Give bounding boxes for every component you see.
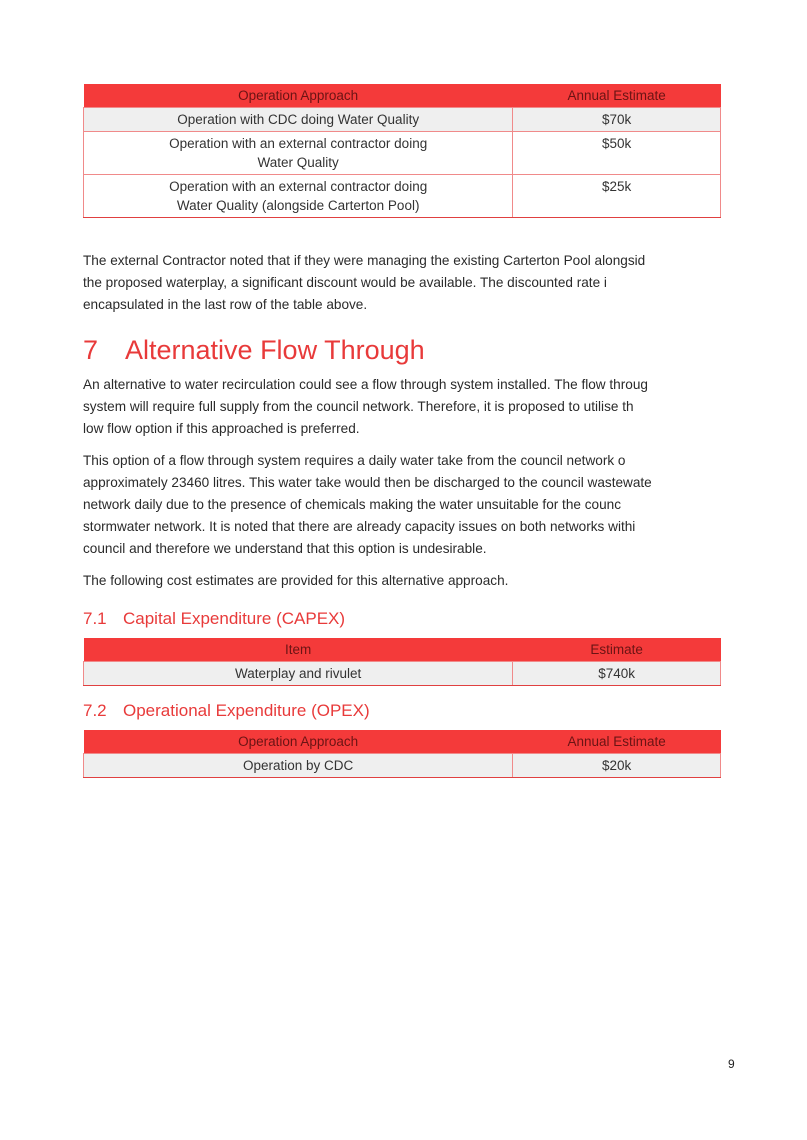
capex-table bbox=[83, 638, 721, 686]
text-line: approximately 23460 litres. This water take would then be discharged to the council wastewate bbox=[83, 475, 652, 490]
page-number: 9 bbox=[728, 1057, 735, 1071]
table-cell: $70k bbox=[513, 108, 721, 132]
cell-line: Operation with an external contractor doing bbox=[169, 179, 428, 194]
subsection-title: Operational Expenditure (OPEX) bbox=[123, 701, 370, 720]
text-line: The external Contractor noted that if they were managing the existing Carterton Pool alongsid bbox=[83, 253, 646, 268]
subsection-number: 7.2 bbox=[83, 701, 107, 720]
text-line: This option of a flow through system requires a daily water take from the council network o bbox=[83, 453, 626, 468]
cell-line: Water Quality bbox=[257, 155, 339, 170]
column-header: Operation Approach bbox=[84, 730, 513, 754]
table-row bbox=[84, 754, 721, 778]
table-cell: Waterplay and rivulet bbox=[84, 662, 513, 686]
section-paragraph bbox=[83, 450, 763, 560]
subsection-heading bbox=[83, 606, 807, 632]
subsection-heading bbox=[83, 698, 807, 724]
cell-line: Operation with an external contractor doing bbox=[169, 136, 428, 151]
table-cell: $50k bbox=[513, 132, 721, 175]
cell-line: Water Quality (alongside Carterton Pool) bbox=[176, 198, 420, 213]
section-paragraph bbox=[83, 570, 763, 592]
column-header: Annual Estimate bbox=[513, 84, 721, 108]
contractor-paragraph bbox=[83, 250, 763, 316]
section-heading bbox=[83, 330, 807, 370]
text-line: stormwater network. It is noted that there are already capacity issues on both networks withi bbox=[83, 519, 636, 534]
table-cell: $20k bbox=[513, 754, 721, 778]
table-cell: $740k bbox=[513, 662, 721, 686]
column-header: Annual Estimate bbox=[513, 730, 721, 754]
section-number: 7 bbox=[83, 335, 99, 365]
text-line: encapsulated in the last row of the table above. bbox=[83, 297, 368, 312]
column-header: Operation Approach bbox=[84, 84, 513, 108]
subsection-title: Capital Expenditure (CAPEX) bbox=[123, 609, 346, 628]
section-paragraph bbox=[83, 374, 763, 440]
section-title: Alternative Flow Through bbox=[125, 335, 425, 365]
opex-table bbox=[83, 84, 721, 218]
text-line: An alternative to water recirculation could see a flow through system installed. The flow throug bbox=[83, 377, 648, 392]
table-row bbox=[84, 108, 721, 132]
opex-alt-table bbox=[83, 730, 721, 778]
table-row bbox=[84, 132, 721, 175]
table-cell: Operation with CDC doing Water Quality bbox=[84, 108, 513, 132]
text-line: low flow option if this approached is preferred. bbox=[83, 421, 360, 436]
text-line: The following cost estimates are provided for this alternative approach. bbox=[83, 573, 509, 588]
column-header: Estimate bbox=[513, 638, 721, 662]
subsection-number: 7.1 bbox=[83, 609, 107, 628]
column-header: Item bbox=[84, 638, 513, 662]
table-row bbox=[84, 662, 721, 686]
table-cell: $25k bbox=[513, 175, 721, 218]
text-line: system will require full supply from the council network. Therefore, it is proposed to utilise th bbox=[83, 399, 634, 414]
table-header-row bbox=[84, 730, 721, 754]
table-row bbox=[84, 175, 721, 218]
table-header-row bbox=[84, 638, 721, 662]
text-line: network daily due to the presence of chemicals making the water unsuitable for the counc bbox=[83, 497, 622, 512]
page-content bbox=[83, 84, 807, 778]
text-line: council and therefore we understand that this option is undesirable. bbox=[83, 541, 487, 556]
table-cell bbox=[84, 132, 513, 175]
text-line: the proposed waterplay, a significant discount would be available. The discounted rate i bbox=[83, 275, 607, 290]
table-cell: Operation by CDC bbox=[84, 754, 513, 778]
table-cell bbox=[84, 175, 513, 218]
table-header-row bbox=[84, 84, 721, 108]
